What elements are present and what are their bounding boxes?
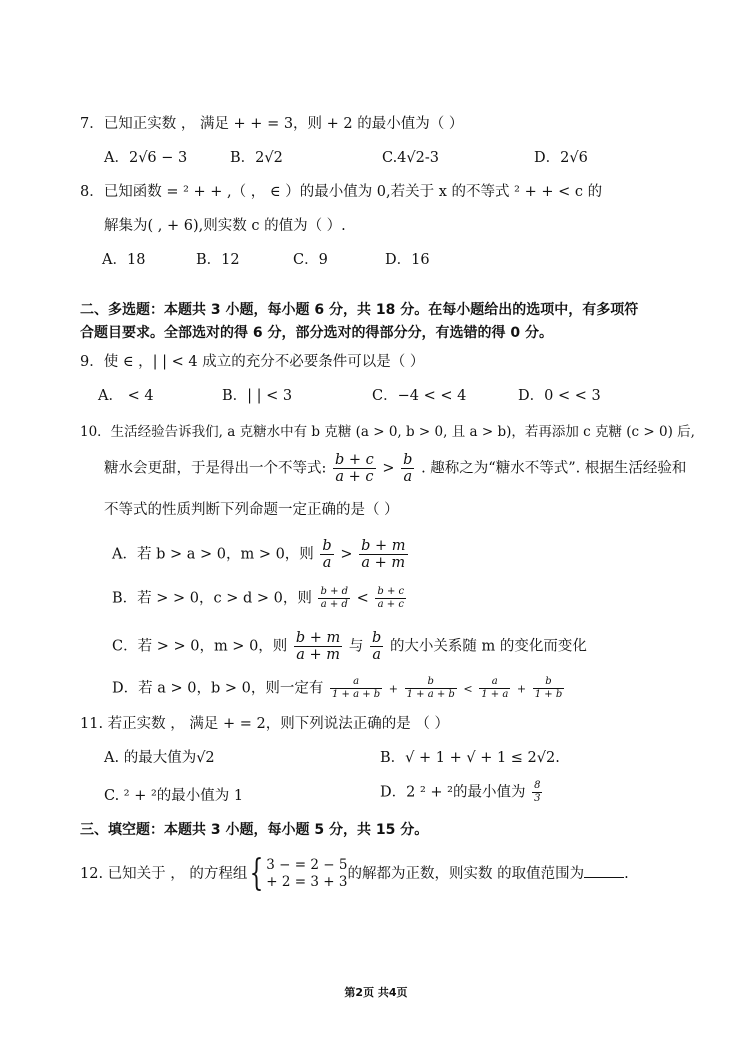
numerator: b + m	[295, 630, 341, 646]
q10-fraction-2	[401, 452, 414, 485]
q12-tail: 的解都为正数，则实数 的取值范围为	[347, 866, 585, 882]
denominator: a	[403, 469, 413, 485]
q9-option-a: A． < 4	[98, 388, 154, 404]
q10-c-text: C．若 > > 0，m > 0，则	[112, 638, 288, 655]
q11-option-d	[380, 780, 544, 805]
denominator: a + m	[296, 647, 340, 663]
q11-d-frac	[532, 780, 542, 805]
denominator: a	[322, 555, 332, 571]
q10-d-frac-2	[405, 676, 457, 701]
numerator: b + c	[377, 586, 405, 597]
q9-option-b: B．| | < 3	[222, 388, 293, 404]
q10-d-text: D．若 a > 0，b > 0，则一定有	[112, 680, 324, 697]
q10-a-text: A．若 b > a > 0，m > 0，则	[112, 546, 314, 563]
q7-option-b: B．2√2	[230, 150, 283, 166]
q10-d-frac-3	[479, 676, 510, 701]
denominator: a + d	[320, 599, 348, 610]
q10-option-d	[112, 676, 566, 701]
answer-blank[interactable]	[584, 863, 624, 878]
q10-d-frac-4	[533, 676, 565, 701]
q8-option-a: A．18	[102, 252, 146, 268]
q10-b-frac-2	[375, 586, 406, 611]
q10-a-frac-2	[359, 538, 407, 571]
denominator: 1 + a + b	[331, 689, 381, 700]
numerator: b	[322, 538, 332, 554]
q10-c-mid: 与	[348, 638, 364, 655]
section-2-heading: 二、多选题：本题共 3 小题，每小题 6 分，共 18 分。在每小题给出的选项中，有多项符	[80, 302, 639, 318]
equation-system	[266, 857, 347, 891]
numerator: b + d	[320, 586, 349, 597]
denominator: 3	[534, 793, 541, 804]
left-brace-icon: {	[249, 853, 264, 894]
section-3-heading: 三、填空题：本题共 3 小题，每小题 5 分，共 15 分。	[80, 822, 429, 838]
page-footer: 第2页 共4页	[344, 986, 408, 999]
q8-option-b: B．12	[196, 252, 240, 268]
q7-option-d: D．2√6	[534, 150, 588, 166]
q10-fraction-1	[333, 452, 376, 485]
q10-d-plus-2: +	[516, 682, 527, 696]
q11-option-c: C. ² + ²的最小值为 1	[104, 788, 244, 804]
numerator: b	[403, 452, 413, 468]
q8-option-c: C．9	[293, 252, 328, 268]
q10-option-a	[112, 538, 410, 571]
q11-stem: 11. 若正实数 ， 满足 + = 2，则下列说法正确的是 （ ）	[80, 716, 449, 732]
q10-stem-2-text: 糖水会更甜，于是得出一个不等式:	[104, 460, 327, 477]
q9-option-d: D．0 < < 3	[518, 388, 601, 404]
denominator: a + c	[377, 599, 404, 610]
q10-d-plus-1: +	[388, 682, 398, 696]
numerator: b	[405, 676, 457, 689]
numerator: b	[372, 630, 382, 646]
q7-option-c: C.4√2-3	[382, 150, 440, 166]
q8-stem-2: 解集为( , + 6),则实数 c 的值为（ ）.	[104, 218, 346, 234]
q11-option-b: B．√ + 1 + √ + 1 ≤ 2√2.	[380, 750, 560, 766]
equation-2: + 2 = 3 + 3	[266, 874, 348, 890]
numerator: a	[330, 676, 382, 689]
q10-a-frac-1	[320, 538, 333, 571]
q10-stem-2-tail: . 趣称之为“糖水不等式”. 根据生活经验和	[421, 460, 687, 477]
q10-b-text: B．若 > > 0，c > d > 0，则	[112, 590, 312, 607]
equation-1: 3 − = 2 − 5	[266, 857, 348, 873]
q12-end: .	[624, 866, 629, 882]
q10-c-tail: 的大小关系随 m 的变化而变化	[389, 638, 587, 655]
q10-c-frac-2	[370, 630, 383, 663]
numerator: b + c	[335, 452, 374, 468]
q9-stem: 9．使 ∈ ，| | < 4 成立的充分不必要条件可以是（ ）	[80, 354, 425, 370]
numerator: b + m	[361, 538, 406, 554]
q10-stem-1: 10．生活经验告诉我们, a 克糖水中有 b 克糖 (a > 0, b > 0, 且 a > b)，若再添加 c 克糖 (c > 0) 后,	[80, 424, 695, 440]
q10-d-frac-1	[330, 676, 382, 701]
section-2-heading-cont: 合题目要求。全部选对的得 6 分，部分选对的得部分分，有选错的得 0 分。	[80, 325, 553, 341]
q10-stem-3: 不等式的性质判断下列命题一定正确的是（ ）	[104, 502, 399, 518]
q10-stem-2	[104, 452, 686, 485]
q10-c-frac-1	[294, 630, 342, 663]
q10-gt: >	[382, 460, 395, 477]
q8-option-d: D．16	[385, 252, 430, 268]
q11-d-text: D．2 ² + ²的最小值为	[380, 784, 526, 801]
q10-b-op: <	[356, 590, 369, 607]
q11-option-a: A. 的最大值为√2	[104, 750, 215, 766]
numerator: 8	[534, 780, 541, 791]
denominator: a + m	[361, 555, 406, 571]
q7-option-a: A．2√6 − 3	[104, 150, 188, 166]
numerator: b	[533, 676, 565, 689]
q10-a-op: >	[340, 546, 353, 563]
q10-d-op: <	[463, 682, 473, 696]
q10-option-b	[112, 586, 408, 611]
q10-option-c	[112, 630, 587, 663]
q8-stem: 8．已知函数 = ² + + ,（ ， ∈ ）的最小值为 0,若关于 x 的不等式 ² + + < c 的	[80, 184, 603, 200]
q7-stem: 7．已知正实数 ， 满足 + + = 3，则 + 2 的最小值为（ ）	[80, 116, 464, 132]
numerator: a	[479, 676, 510, 689]
q10-b-frac-1	[318, 586, 350, 611]
denominator: 1 + b	[534, 689, 563, 700]
denominator: 1 + a + b	[406, 689, 455, 700]
denominator: a	[372, 647, 381, 663]
q12-text: 12. 已知关于 ， 的方程组	[80, 866, 248, 882]
q9-option-c: C．−4 < < 4	[372, 388, 467, 404]
denominator: 1 + a	[481, 689, 509, 700]
denominator: a + c	[335, 469, 374, 485]
q12-stem	[80, 853, 629, 894]
